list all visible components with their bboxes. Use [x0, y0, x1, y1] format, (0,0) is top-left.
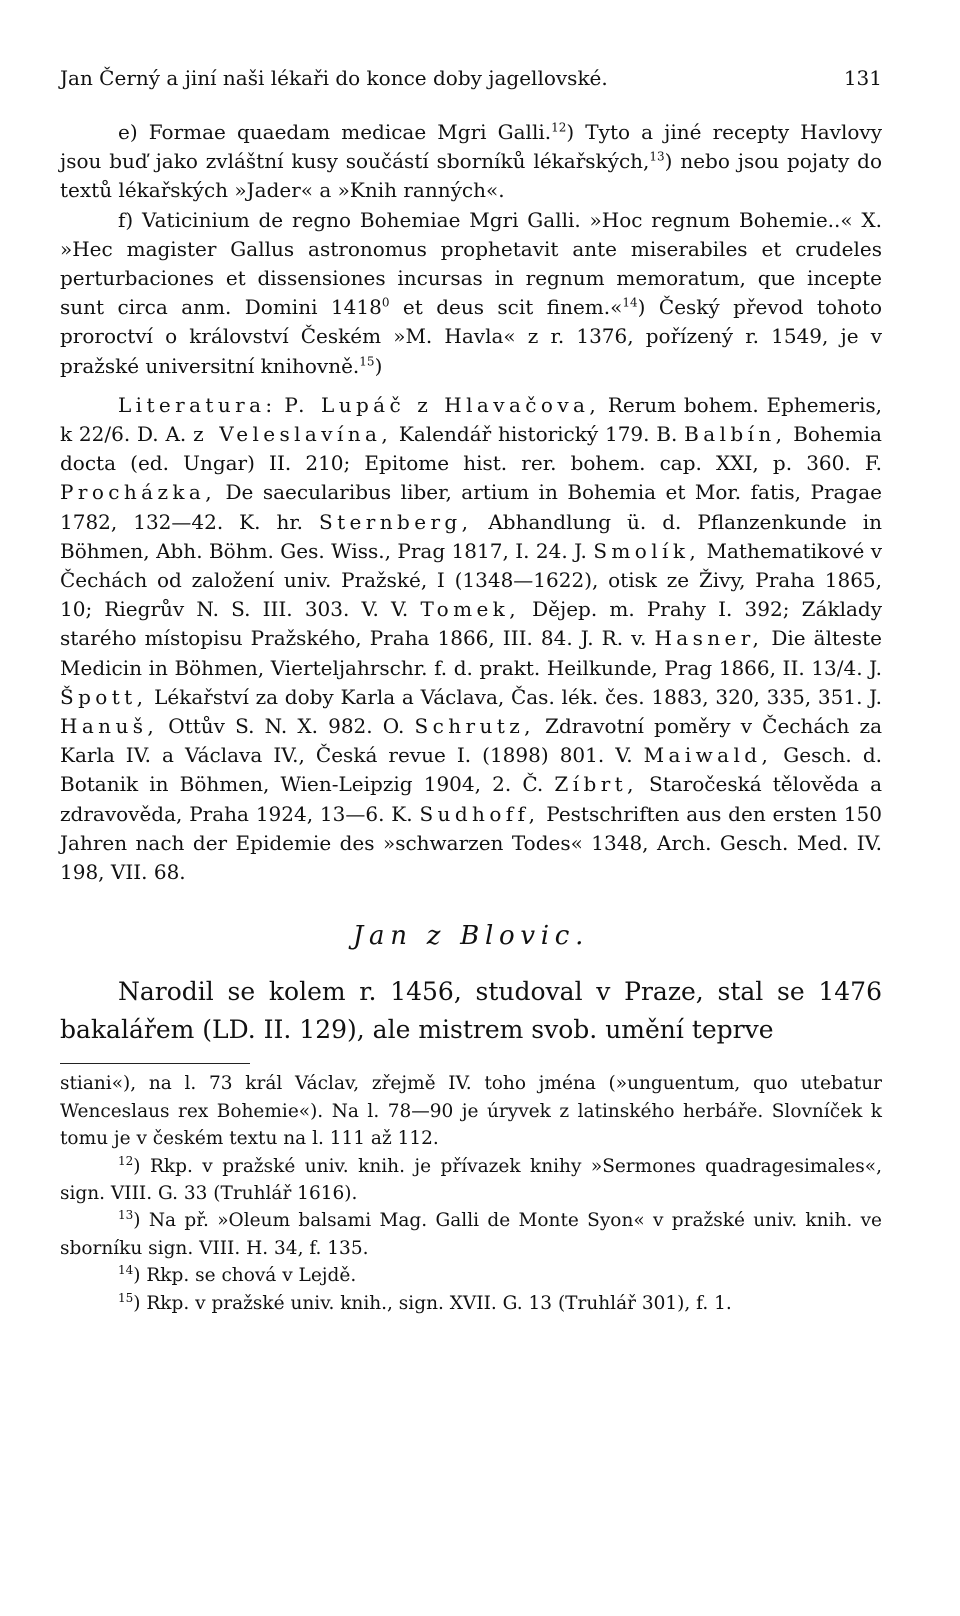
lit-segment-8: Die älteste Medicin in Böhmen, Vierteljahrschr. f. d. prakt. Heilkunde, Prag 1866, II. 13/4. J.: [60, 626, 883, 680]
footnote-15-number: 15: [118, 1290, 134, 1305]
lit-segment-4: De saecularibus liber, artium in Bohemia et Mor. fatis, Pragae 1782, 132—42. K. hr.: [60, 480, 882, 534]
lit-segment-12: Gesch. d. Botanik in Böhmen, Wien-Leipzig 1904, 2. Č.: [60, 743, 882, 797]
footnote-12-number: 12: [118, 1153, 134, 1168]
footnote-continued: stiani«), na l. 73 král Václav, zřejmě IV. toho jména (»unguentum, quo utebatur Wenceslaus rex Bohemie«). Na l. 78—90 je úryvek z latinského herbáře. Slovníček k tomu je v českém textu na l. 111 až 112.: [60, 1073, 882, 1150]
paragraph-f-text-3: ) Český převod tohoto proroctví o království Českém »M. Havla« z r. 1376, pořízený r. 1549, je v pražské universitní knihovně.: [60, 295, 882, 378]
lit-segment-13: Staročeská tělověda a zdravověda, Praha 1924, 13—6. K.: [60, 772, 882, 826]
paragraph-e-text-1: e) Formae quaedam medicae Mgri Galli.: [118, 120, 552, 144]
footnote-ref-12[interactable]: 12: [551, 120, 567, 135]
footnote-14-number: 14: [118, 1262, 134, 1277]
footnote-13: [60, 1207, 882, 1262]
section-title: Jan z Blovic.: [352, 921, 590, 952]
lit-segment-14: Pestschriften aus den ersten 150 Jahren nach der Epidemie des »schwarzen Todes« 1348, Arch. Gesch. Med. IV. 198, VII. 68.: [60, 801, 882, 885]
author-lupac: P. Lupáč z Hlavačova,: [284, 392, 601, 417]
footnote-13-text: ) Na př. »Oleum balsami Mag. Galli de Monte Syon« v pražské univ. knih. ve sborníku sign. VIII. H. 34, f. 135.: [60, 1210, 882, 1259]
degree-mark: 0: [381, 295, 390, 310]
author-balbin: Balbín,: [684, 422, 787, 447]
author-sudhoff: Sudhoff,: [419, 801, 540, 826]
author-hanus: Hanuš,: [60, 714, 159, 739]
author-hasner: Hasner,: [654, 626, 764, 651]
author-prochazka: Procházka,: [60, 480, 217, 505]
author-zibrt: Zíbrt,: [554, 772, 638, 797]
lit-segment-10: Ottův S. N. X. 982. O.: [158, 714, 415, 739]
author-tomek: Tomek,: [420, 597, 520, 622]
footnote-15: [60, 1290, 882, 1317]
footnote-ref-15[interactable]: 15: [359, 353, 375, 368]
paragraph-f-text-2: et deus scit finem.«: [389, 295, 623, 320]
lit-segment-11: Zdravotní poměry v Čechách za Karla IV. a Václava IV., Česká revue I. (1898) 801. V.: [60, 714, 882, 768]
lit-segment-7: Dějep. m. Prahy I. 392; Základy starého místopisu Pražského, Praha 1866, III. 84. J. R. v.: [60, 597, 882, 651]
footnote-12: [60, 1153, 882, 1208]
author-smolik: Smolík,: [593, 538, 701, 563]
author-schrutz: Schrutz,: [414, 714, 535, 739]
lit-segment-1: Rerum bohem. Ephemeris, k 22/6. D. A.: [60, 392, 882, 447]
paragraph-f-text-1: f) Vaticinium de regno Bohemiae Mgri Galli. »Hoc regnum Bohemie..« X. »Hec magister Gallus astronomus prophetavit ante miserabiles et crudeles perturbaciones et dissensiones incursas in regnum memoratum, que incepte sunt circa anm. Domini 1418: [60, 207, 882, 320]
running-head: [60, 60, 882, 96]
footnote-15-text: ) Rkp. v pražské univ. knih., sign. XVII. G. 13 (Truhlář 301), f. 1.: [133, 1292, 732, 1314]
lit-segment-5: Abhandlung ü. d. Pflanzenkunde in Böhmen, Abh. Böhm. Ges. Wiss., Prag 1817, I. 24. J.: [60, 509, 882, 563]
footnote-13-number: 13: [118, 1208, 134, 1223]
lit-segment-6: Mathematikové v Čechách od založení univ. Pražské, I (1348—1622), otisk ze Živy, Praha 1865, 10; Riegrův N. S. III. 303. V. V.: [60, 538, 882, 622]
paragraph-f-text-4: ): [374, 353, 383, 378]
footnote-14: [60, 1262, 882, 1289]
running-title: Jan Černý a jiní naši lékaři do konce doby jagellovské.: [60, 66, 608, 90]
author-spott: Špott,: [60, 684, 148, 709]
lit-segment-9: Lékařství za doby Karla a Václava, Čas. lék. čes. 1883, 320, 335, 351. J.: [147, 684, 882, 709]
lit-segment-3: Bohemia docta (ed. Ungar) II. 210; Epitome hist. rer. bohem. cap. XXI, p. 360. F.: [60, 422, 882, 476]
footnote-14-text: ) Rkp. se chová v Lejdě.: [133, 1265, 357, 1287]
lit-segment-2: Kalendář historický 179. B.: [392, 422, 685, 447]
paragraph-e-text-2: ) Tyto a jiné recepty Havlovy jsou buď jako zvláštní kusy součástí sborníků lékařských,: [60, 120, 882, 174]
literature-paragraph: [60, 391, 882, 887]
paragraph-f: [60, 206, 882, 381]
footnote-ref-13[interactable]: 13: [649, 149, 665, 164]
footnote-12-text: ) Rkp. v pražské univ. knih. je přívazek knihy »Sermones quadragesimales«, sign. VIII. G. 33 (Truhlář 1616).: [60, 1155, 882, 1204]
author-sternberg: Sternberg,: [319, 509, 473, 534]
page-number: 131: [843, 66, 882, 90]
section-intro: Narodil se kolem r. 1456, studoval v Praze, stal se 1476 bakalářem (LD. II. 129), ale mistrem svob. umění teprve: [60, 977, 882, 1045]
footnote-divider: [60, 1063, 250, 1064]
literature-label: Literatura:: [118, 392, 277, 417]
paragraph-e: [60, 118, 882, 206]
footnote-ref-14[interactable]: 14: [622, 295, 638, 310]
author-veleslavin: z Veleslavína,: [193, 422, 393, 447]
author-maiwald: Maiwald,: [643, 743, 773, 768]
paragraph-e-text-3: ) nebo jsou pojaty do textů lékařských »Jader« a »Knih ranných«.: [60, 149, 883, 203]
